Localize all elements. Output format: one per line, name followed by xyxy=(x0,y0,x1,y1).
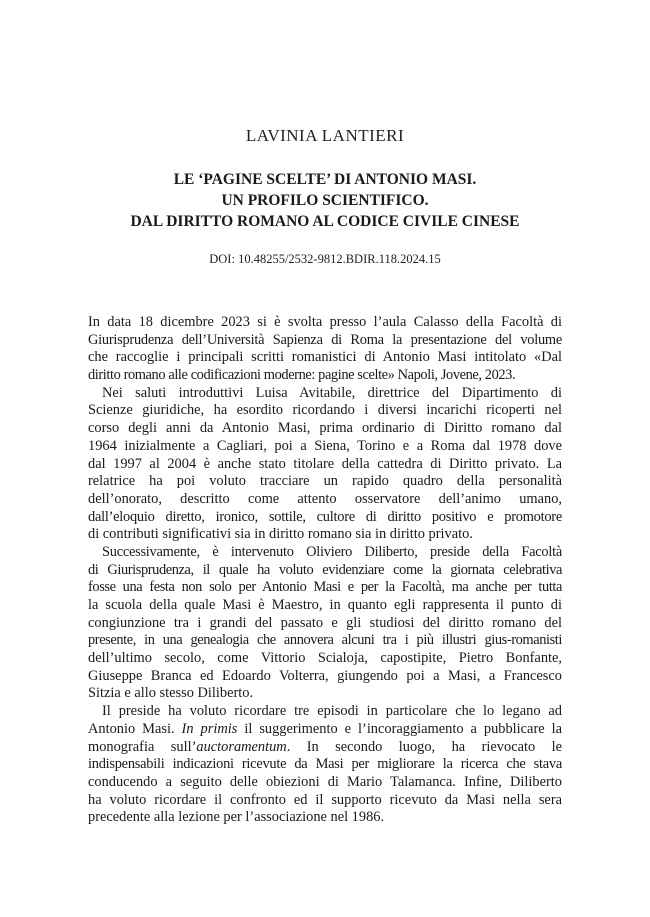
body-line: fosse una festa non solo per Antonio Masi e per la Facoltà, ma anche per tutta xyxy=(88,579,562,596)
body-line: dell’ultimo secolo, come Vittorio Scialoja, capostipite, Pietro Bonfante, xyxy=(88,650,562,667)
body-line: dal 1997 al 2004 è anche stato titolare della cattedra di Diritto privato. La xyxy=(88,455,562,472)
body-line: Il preside ha voluto ricordare tre episodi in particolare che lo legano ad xyxy=(102,703,562,720)
body-line: Sitzia e allo stesso Diliberto. xyxy=(88,685,254,702)
italic-term: In primis xyxy=(181,720,238,737)
author-name: LAVINIA LANTIERI xyxy=(245,126,405,145)
body-line: Successivamente, è intervenuto Oliviero Diliberto, preside della Facoltà xyxy=(102,543,562,560)
body-line: dell’onorato, descritto come attento osservatore dell’animo umano, xyxy=(88,490,562,507)
body-line: indispensabili indicazioni ricevute da Masi per migliorare la ricerca che stava xyxy=(88,756,562,773)
article-body xyxy=(88,314,562,827)
title-line: UN PROFILO SCIENTIFICO. xyxy=(221,192,429,209)
title-line: DAL DIRITTO ROMANO AL CODICE CIVILE CINESE xyxy=(130,213,520,230)
body-line: presente, in una genealogia che annovera alcuni tra i più illustri gius-romanisti xyxy=(88,632,562,649)
body-line: 1964 inizialmente a Cagliari, poi a Siena, Torino e a Roma dal 1978 dove xyxy=(88,437,562,454)
body-line: di Giurisprudenza, il quale ha voluto evidenziare come la giornata celebrativa xyxy=(88,561,562,578)
body-line: che raccoglie i principali scritti romanistici di Antonio Masi intitolato «Dal xyxy=(88,349,562,366)
body-line: Giurisprudenza dell’Università Sapienza di Roma la presentazione del volume xyxy=(88,331,562,348)
body-line xyxy=(88,739,562,757)
body-line: di contributi significativi sia in diritto romano sia in diritto privato. xyxy=(88,526,473,543)
text-run: monografia sull’ xyxy=(88,738,197,755)
italic-term: auctoramentum xyxy=(196,738,287,755)
body-line: Nei saluti introduttivi Luisa Avitabile, direttrice del Dipartimento di xyxy=(102,384,562,401)
body-line: dall’eloquio diretto, ironico, sottile, cultore di diritto positivo e promotore xyxy=(88,508,562,525)
text-run: . In secondo luogo, ha rievocato le xyxy=(286,738,563,755)
body-line xyxy=(88,721,562,739)
body-line: la scuola della quale Masi è Maestro, in quanto egli rappresenta il punto di xyxy=(88,597,562,613)
body-line: ha voluto ricordare il confronto ed il supporto ricevuto da Masi nella sera xyxy=(88,791,562,808)
text-run: Antonio Masi. xyxy=(88,720,182,737)
body-line: diritto romano alle codificazioni moderne: pagine scelte» Napoli, Jovene, 2023. xyxy=(88,367,516,384)
body-line: relatrice ha poi voluto tracciare un rapido quadro della personalità xyxy=(88,473,562,490)
body-line: Giuseppe Branca ed Edoardo Volterra, giungendo poi a Masi, a Francesco xyxy=(88,667,562,684)
body-line: precedente alla lezione per l’associazione nel 1986. xyxy=(88,809,385,826)
body-line: In data 18 dicembre 2023 si è svolta presso l’aula Calasso della Facoltà di xyxy=(88,314,562,330)
body-line: congiunzione tra i grandi del passato e gli studiosi del diritto romano del xyxy=(88,614,562,631)
body-line: corso degli anni da Antonio Masi, prima ordinario di Diritto romano dal xyxy=(88,420,562,437)
article-title xyxy=(60,169,590,232)
doi: DOI: 10.48255/2532-9812.BDIR.118.2024.15 xyxy=(209,252,441,266)
title-line: LE ‘PAGINE SCELTE’ DI ANTONIO MASI. xyxy=(173,171,477,188)
body-line: Scienze giuridiche, ha esordito ricordando i diversi incarichi ricoperti nel xyxy=(88,402,562,419)
body-line: conducendo a seguito delle obiezioni di Mario Talamanca. Infine, Diliberto xyxy=(88,773,562,790)
text-run: il suggerimento e l’incoraggiamento a pubblicare la xyxy=(237,720,563,737)
